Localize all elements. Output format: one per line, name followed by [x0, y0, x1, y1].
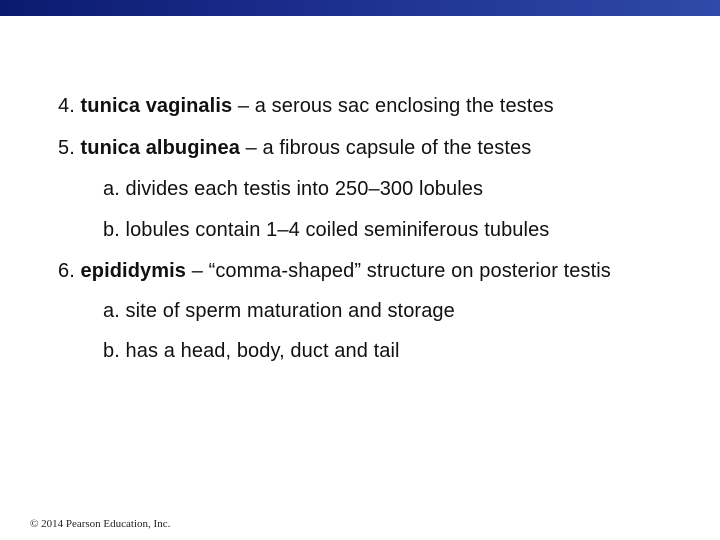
item-number: 5. [58, 137, 81, 159]
item-description: – “comma-shaped” structure on posterior testis [186, 260, 611, 282]
item-term: epididymis [80, 260, 187, 282]
sub-item-sperm-maturation: a. site of sperm maturation and storage [103, 300, 455, 322]
list-item-tunica-vaginalis [58, 94, 554, 118]
list-item-tunica-albuginea [58, 136, 531, 160]
item-term: tunica vaginalis [80, 95, 233, 117]
sub-item-epididymis-parts: b. has a head, body, duct and tail [103, 340, 400, 362]
item-number: 6. [58, 260, 81, 282]
sub-item-lobules-count: a. divides each testis into 250–300 lobules [103, 178, 484, 200]
list-item-epididymis [58, 259, 611, 283]
sub-item-seminiferous-tubules: b. lobules contain 1–4 coiled seminiferous tubules [103, 219, 550, 241]
item-number: 4. [58, 95, 81, 117]
item-term: tunica albuginea [80, 137, 240, 159]
copyright-notice: © 2014 Pearson Education, Inc. [30, 518, 171, 530]
item-description: – a fibrous capsule of the testes [239, 137, 532, 159]
item-description: – a serous sac enclosing the testes [232, 95, 554, 117]
